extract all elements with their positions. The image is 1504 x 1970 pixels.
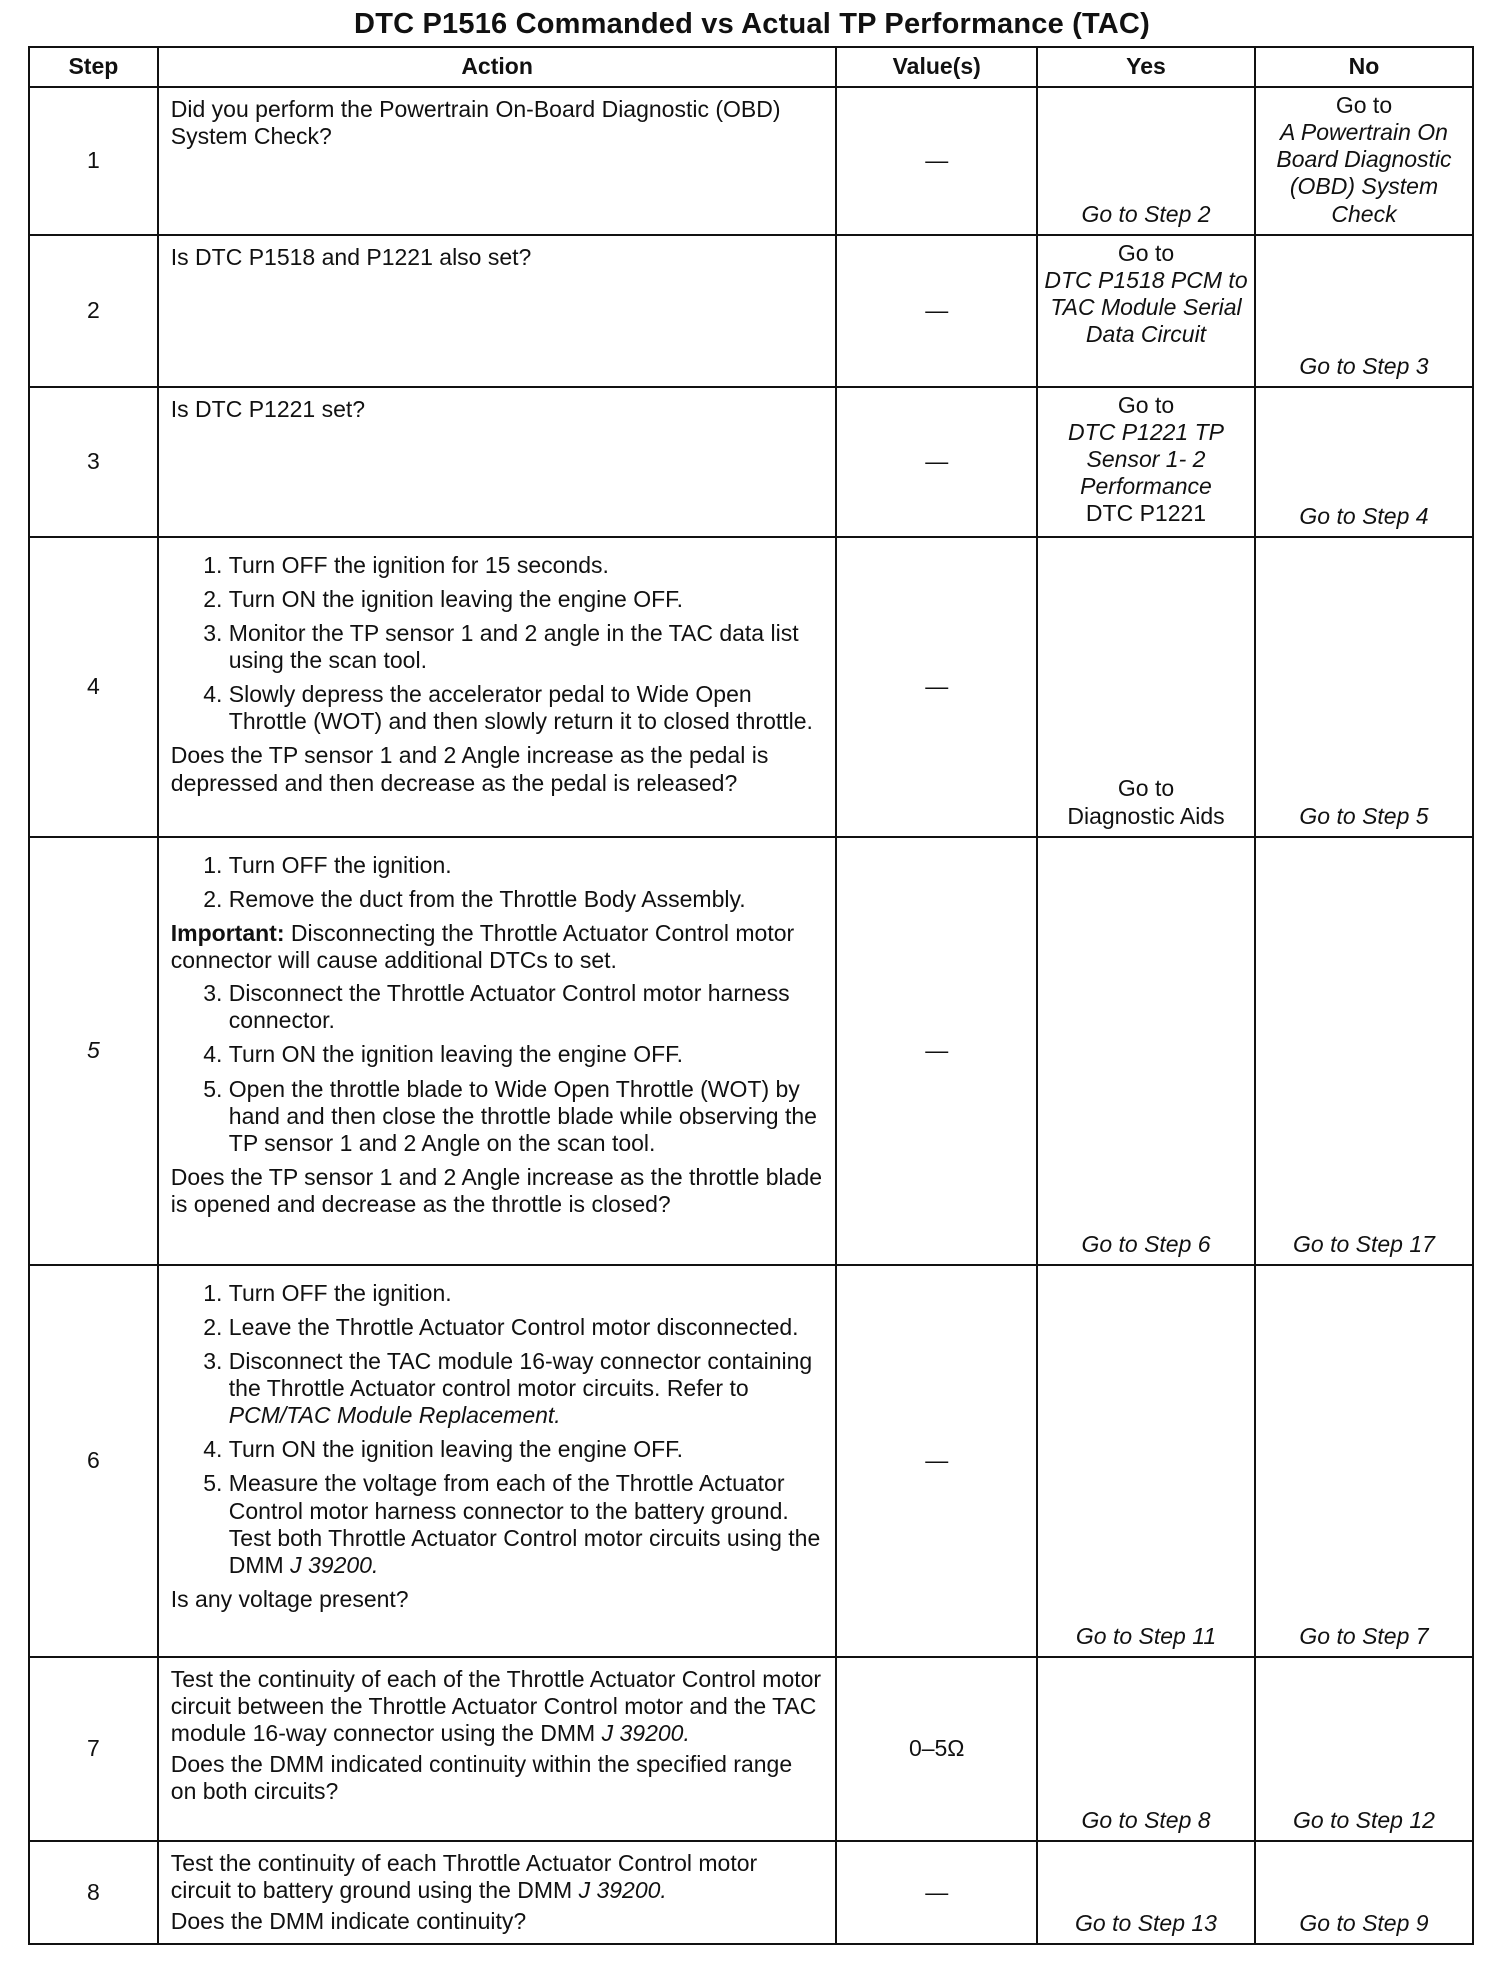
table-row [29, 837, 1473, 1265]
step-number: 3 [29, 387, 158, 537]
value-cell: — [836, 1265, 1037, 1657]
value-cell: — [836, 87, 1037, 235]
action-cell [158, 837, 837, 1265]
tool-reference: J 39200. [601, 1719, 690, 1746]
value-cell: — [836, 235, 1037, 387]
table-header-row [29, 47, 1473, 87]
important-label: Important: [170, 919, 285, 946]
yes-link[interactable]: DTC P1221 TP Sensor 1- 2 Performance [1068, 418, 1224, 499]
column-header-yes: Yes [1037, 47, 1255, 87]
yes-link[interactable]: Go to Step 6 [1037, 837, 1255, 1265]
step-number: 1 [29, 87, 158, 235]
action-cell [158, 87, 837, 235]
table-row [29, 1841, 1473, 1944]
no-cell [1255, 87, 1473, 235]
yes-prefix: Go to [1117, 239, 1175, 266]
table-row [29, 537, 1473, 837]
no-link[interactable]: A Powertrain On Board Diagnostic (OBD) System Check [1276, 119, 1452, 227]
list-item: 2. Leave the Throttle Actuator Control motor disconnected. [229, 1314, 824, 1341]
value-cell: — [836, 387, 1037, 537]
action-cell [158, 235, 837, 387]
table-row [29, 235, 1473, 387]
value-cell: — [836, 837, 1037, 1265]
step-number: 4 [29, 537, 158, 837]
action-text-body: Test the continuity of each Throttle Actuator Control motor circuit to battery ground using the DMM [170, 1849, 758, 1903]
action-question: Is any voltage present? [170, 1585, 409, 1612]
step-number: 2 [29, 235, 158, 387]
list-item: 4. Turn ON the ignition leaving the engine OFF. [229, 1041, 824, 1068]
value-cell: — [836, 537, 1037, 837]
no-link[interactable]: Go to Step 7 [1255, 1265, 1473, 1657]
yes-prefix: Go to [1117, 775, 1175, 802]
yes-link[interactable]: Go to Step 8 [1037, 1657, 1255, 1841]
important-text: Disconnecting the Throttle Actuator Control motor connector will cause additional DTCs to set. [170, 919, 795, 973]
no-link[interactable]: Go to Step 9 [1255, 1841, 1473, 1944]
action-question: Does the DMM indicated continuity within the specified range on both circuits? [170, 1751, 793, 1805]
list-item: 3. Disconnect the Throttle Actuator Control motor harness connector. [229, 980, 824, 1034]
action-cell [158, 1265, 837, 1657]
list-item: 4. Slowly depress the accelerator pedal to Wide Open Throttle (WOT) and then slowly return it to closed throttle. [229, 681, 824, 735]
action-question: Is DTC P1221 set? [170, 395, 366, 422]
list-item [229, 1470, 824, 1579]
replacement-link[interactable]: PCM/TAC Module Replacement. [228, 1402, 561, 1429]
tool-reference: J 39200. [290, 1551, 379, 1578]
table-row [29, 387, 1473, 537]
list-item: 1. Turn OFF the ignition. [229, 1280, 824, 1307]
no-link[interactable]: Go to Step 5 [1255, 537, 1473, 837]
list-item [229, 1348, 824, 1429]
step-number: 8 [29, 1841, 158, 1944]
action-question: Did you perform the Powertrain On-Board Diagnostic (OBD) System Check? [170, 96, 781, 150]
yes-prefix: Go to [1117, 391, 1175, 418]
table-row [29, 1657, 1473, 1841]
step-number: 5 [29, 837, 158, 1265]
diagnostic-table [28, 46, 1474, 1945]
yes-link[interactable]: Diagnostic Aids [1067, 802, 1225, 829]
yes-link[interactable]: Go to Step 11 [1037, 1265, 1255, 1657]
page-title: DTC P1516 Commanded vs Actual TP Performance (TAC) [354, 8, 1150, 40]
value-cell: 0–5Ω [836, 1657, 1037, 1841]
action-cell [158, 387, 837, 537]
column-header-step: Step [29, 47, 158, 87]
table-row [29, 87, 1473, 235]
list-item: 1. Turn OFF the ignition for 15 seconds. [229, 552, 824, 579]
tool-reference: J 39200. [578, 1876, 667, 1903]
yes-cell [1037, 235, 1255, 387]
action-steps [171, 852, 824, 913]
yes-suffix: DTC P1221 [1085, 500, 1207, 527]
action-cell [158, 1841, 837, 1944]
no-link[interactable]: Go to Step 12 [1255, 1657, 1473, 1841]
action-text [171, 1850, 824, 1904]
action-steps [171, 552, 824, 736]
action-steps [171, 1280, 824, 1579]
action-question: Does the TP sensor 1 and 2 Angle increase as the pedal is depressed and then decrease as the pedal is released? [170, 742, 769, 796]
column-header-values: Value(s) [836, 47, 1037, 87]
yes-link[interactable]: DTC P1518 PCM to TAC Module Serial Data Circuit [1044, 266, 1248, 347]
list-item: 3. Monitor the TP sensor 1 and 2 angle in the TAC data list using the scan tool. [229, 620, 824, 674]
no-link[interactable]: Go to Step 17 [1255, 837, 1473, 1265]
action-cell [158, 1657, 837, 1841]
action-question: Does the TP sensor 1 and 2 Angle increase as the throttle blade is opened and decrease as the throttle is closed? [170, 1163, 823, 1217]
important-note [171, 920, 824, 974]
action-question: Does the DMM indicate continuity? [170, 1907, 527, 1934]
action-text [171, 1666, 824, 1747]
list-item: 4. Turn ON the ignition leaving the engine OFF. [229, 1436, 824, 1463]
list-item-text: Disconnect the TAC module 16-way connector containing the Throttle Actuator control motor circuits. Refer to [228, 1347, 813, 1401]
list-item: 1. Turn OFF the ignition. [229, 852, 824, 879]
action-text-body: Test the continuity of each of the Throttle Actuator Control motor circuit between the Throttle Actuator Control motor and the TAC module 16-way connector using the DMM [170, 1665, 822, 1746]
value-cell: — [836, 1841, 1037, 1944]
step-number: 7 [29, 1657, 158, 1841]
list-item: 2. Turn ON the ignition leaving the engine OFF. [229, 586, 824, 613]
yes-link[interactable]: Go to Step 13 [1037, 1841, 1255, 1944]
action-cell [158, 537, 837, 837]
list-item: 2. Remove the duct from the Throttle Body Assembly. [229, 886, 824, 913]
list-item-text: Measure the voltage from each of the Throttle Actuator Control motor harness connector to the battery ground. Test both Throttle Actuator Control motor circuits using the DMM [228, 1470, 821, 1578]
yes-cell [1037, 537, 1255, 837]
table-row [29, 1265, 1473, 1657]
step-number: 6 [29, 1265, 158, 1657]
column-header-action: Action [158, 47, 837, 87]
no-prefix: Go to [1335, 92, 1393, 118]
list-item: 5. Open the throttle blade to Wide Open Throttle (WOT) by hand and then close the throttle blade while observing the TP sensor 1 and 2 Angle on the scan tool. [229, 1076, 824, 1157]
action-steps [171, 980, 824, 1157]
column-header-no: No [1255, 47, 1473, 87]
action-question: Is DTC P1518 and P1221 also set? [170, 243, 532, 270]
yes-cell [1037, 387, 1255, 537]
no-link[interactable]: Go to Step 4 [1255, 387, 1473, 537]
yes-link[interactable]: Go to Step 2 [1037, 87, 1255, 235]
no-link[interactable]: Go to Step 3 [1255, 235, 1473, 387]
